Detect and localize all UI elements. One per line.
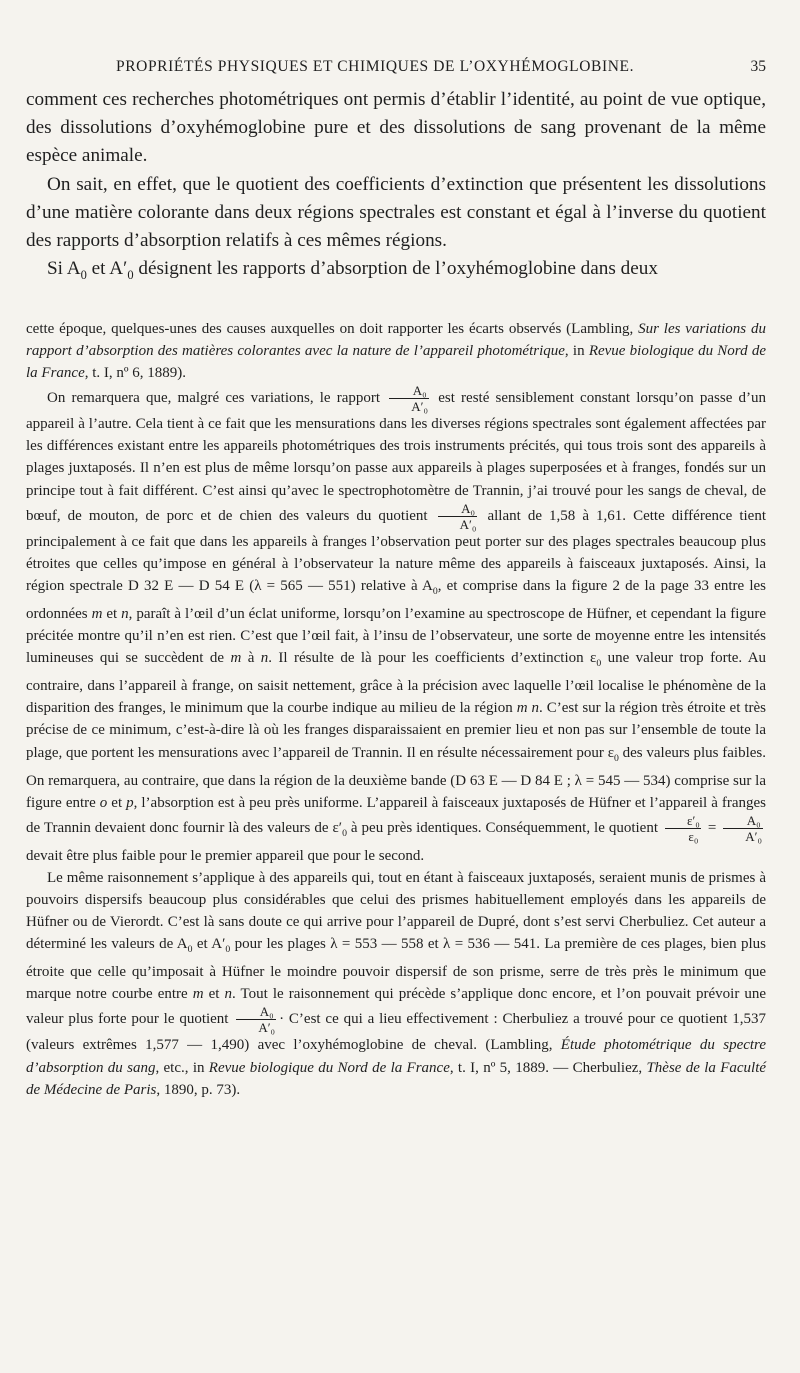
footnote-paragraph: On remarquera que, malgré ces variations, le rapport $\frac{\text{A₀}}{\text{A′₀}}$ est resté sensiblement constant lorsqu’on passe d’un appareil à l’autre. Cela tient à ce fait que les mensurations dans les diverses régions spectrales sont également affectées par les différences existant entre les appareils photométriques des trois instruments précités, qui tous trois sont des appareils à plages juxtaposés. Il n’en est plus de même lorsqu’on passe aux appareils à plages superposées et à franges, fondés sur un principe tout à fait différent. C’est ainsi qu’avec le spectrophotomètre de Trannin, j’ai trouvé pour les sangs de cheval, de bœuf, de mouton, de porc et de chien des valeurs du quotient $\frac{\text{A₀}}{\text{A′₀}}$ allant de 1,58 à 1,61. Cette différence tient principalement à ce fait que dans les appareils à franges l’observation peut porter sur des plages spectrales beaucoup plus étroites que celles qu’impose en général à l’observateur la nature même des appareils à faisceaux juxtaposés. Ainsi, la région spectrale D 32 E — D 54 E (λ = 565 — 551) relative à $A_0$, et comprise dans la figure 2 de la page 33 entre les ordonnées m et n, paraît à l’œil d’un éclat uniforme, lorsqu’on l’examine au spectroscope de Hüfner, et cependant la figure précitée montre qu’il n’en est rien. C’est que l’œil fait, à l’insu de l’observateur, une sorte de moyenne entre les intensités lumineuses qui se succèdent de m à n. Il résulte de là pour les coefficients d’extinction $\varepsilon_0$ une valeur trop forte. Au contraire, dans l’appareil à frange, on saisit nettement, grâce à la précision avec laquelle l’œil localise le phénomène de la disparition des franges, le minimum que la courbe indique au milieu de la région m n. C’est sur la région très étroite et très précise de ce minimum, c’est-à-dire là où les franges disparaissaient en premier lieu et non pas sur l’ensemble de toute la plage, que portent les mensurations avec l’appareil de Trannin. Il en résulte nécessairement pour $\varepsilon_0$ des valeurs plus faibles. On remarquera, au contraire, que dans la région de la deuxième bande (D 63 E — D 84 E ; λ = 545 — 534) comprise sur la figure entre o et p, l’absorption est à peu près uniforme. L’appareil à faisceaux juxtaposés de Hüfner et l’appareil à franges de Trannin devaient donc fournir là des valeurs de $\varepsilon'_0$ à peu près identiques. Conséquemment, le quotient $\frac{\text{ε′₀}}{\text{ε₀}}$ = $\frac{\text{A₀}}{\text{A′₀}}$ devait être plus faible pour le premier appareil que pour le second. xyxy=(26,383,767,864)
text: Si xyxy=(47,258,64,280)
footnote xyxy=(26,318,766,1101)
fraction: $\frac{\text{A₀}}{\text{A′₀}}$ xyxy=(438,502,478,531)
text: et xyxy=(91,258,106,280)
paragraph xyxy=(26,255,766,289)
text: désignent les rapports d’absorption de l’oxyhémoglobine dans deux xyxy=(138,258,658,280)
paragraph: On sait, en effet, que le quotient des coefficients d’extinction que présentent les dissolutions d’une matière colorante dans deux régions spectrales est constant et égal à l’inverse du quotient des rapports d’absorption relatifs à ces mêmes régions. xyxy=(26,173,766,252)
citation-title: Sur les variations du rapport d’absorption des matières colorantes avec la nature de l’appareil photométrique xyxy=(26,321,766,360)
citation-title: Étude photométrique du spectre d’absorption du sang xyxy=(26,1037,766,1076)
footnote-paragraph: Le même raisonnement s’applique à des appareils qui, tout en étant à faisceaux juxtaposés, seraient munis de prismes à pouvoirs dispersifs beaucoup plus considérables que celui des prismes habituellement employés dans les appareils de Hüfner ou de Vierordt. C’est là sans doute ce qui arrive pour l’appareil de Dupré, dont s’est servi Cherbuliez. Cet auteur a déterminé les valeurs de $A_0$ et $A'_0$ pour les plages λ = 553 — 558 et λ = 536 — 541. La première de ces plages, bien plus étroite que celle qu’imposait à Hüfner le moindre pouvoir dispersif de son prisme, serre de très près le minimum que marque notre courbe entre m et n. Tout le raisonnement qui précède s’applique donc encore, et l’on pouvait prévoir une valeur plus forte pour le quotient $\frac{\text{A₀}}{\text{A′₀}}$ · C’est ce qui a lieu effectivement : Cherbuliez a trouvé pour ce quotient 1,537 (valeurs extrêmes 1,577 — 1,490) avec l’oxyhémoglobine de cheval. (Lambling, Étude photométrique du spectre d’absorption du sang, etc., in Revue biologique du Nord de la France, t. I, nº 5, 1889. — Cherbuliez, Thèse de la Faculté de Médecine de Paris, 1890, p. 73). xyxy=(26,869,767,1098)
journal-title: Revue biologique du Nord de la France xyxy=(26,343,766,382)
symbol: $A'_0$ xyxy=(109,258,134,283)
fraction: $\frac{\text{ε′₀}}{\text{ε₀}}$ xyxy=(665,814,701,843)
thesis-title: Thèse de la Faculté de Médecine de Paris xyxy=(26,1059,767,1098)
fraction: $\frac{\text{A₀}}{\text{A′₀}}$ xyxy=(723,814,763,843)
symbol: $A_0$ xyxy=(66,258,87,283)
running-head: PROPRIÉTÉS PHYSIQUES ET CHIMIQUES DE L’OXYHÉMOGLOBINE. xyxy=(116,58,635,75)
fraction: $\frac{\text{A₀}}{\text{A′₀}}$ xyxy=(236,1005,276,1034)
main-text xyxy=(26,86,766,289)
page-header xyxy=(26,58,766,82)
paragraph: comment ces recherches photométriques ont permis d’établir l’identité, au point de vue optique, des dissolutions d’oxyhémoglobine pure et des dissolutions de sang provenant de la même espèce animale. xyxy=(26,89,766,167)
page-number: 35 xyxy=(750,58,766,75)
fraction: $\frac{\text{A₀}}{\text{A′₀}}$ xyxy=(389,384,429,413)
journal-title: Revue biologique du Nord de la France xyxy=(208,1059,450,1076)
footnote-paragraph: cette époque, quelques-unes des causes auxquelles on doit rapporter les écarts observés (Lambling, Sur les variations du rapport d’absorption des matières colorantes avec la nature de l’appareil photométrique, in Revue biologique du Nord de la France, t. I, nº 6, 1889). xyxy=(26,321,766,382)
